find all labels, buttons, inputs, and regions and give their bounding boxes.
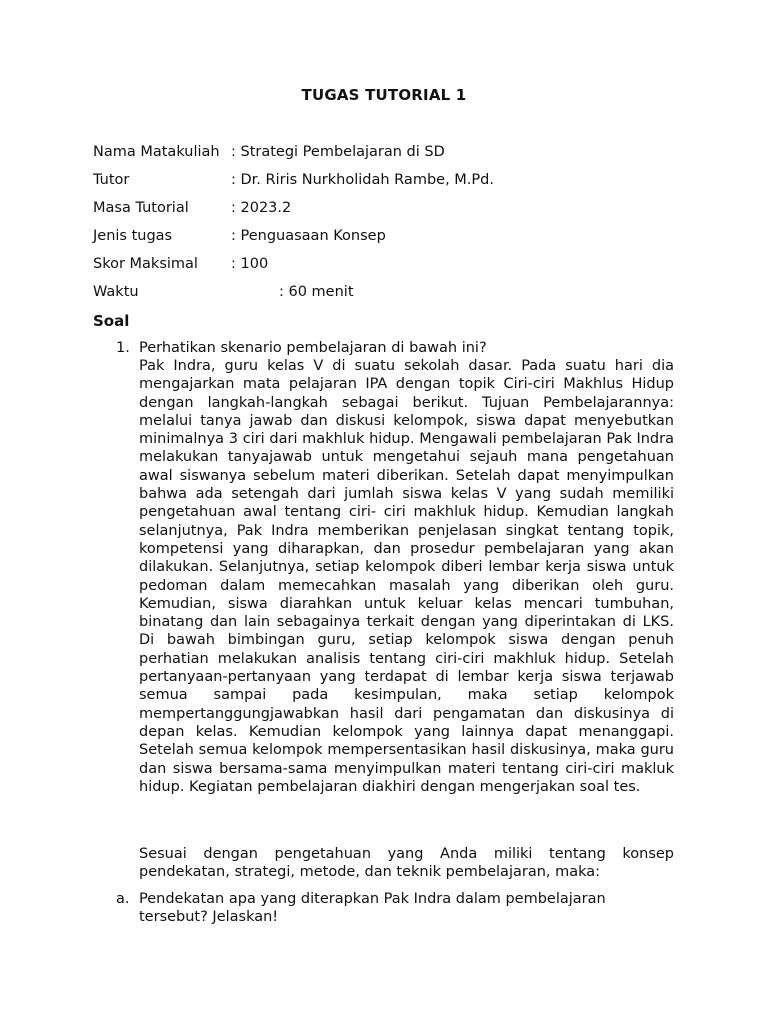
meta-label: Masa Tutorial — [93, 200, 189, 216]
document-title: TUGAS TUTORIAL 1 — [301, 86, 467, 104]
section-heading: Soal — [93, 312, 130, 330]
meta-label: Skor Maksimal — [93, 256, 198, 272]
question-scenario: Pak Indra, guru kelas V di suatu sekolah dasar. Pada suatu hari dia mengajarkan mata pelajaran IPA dengan topik Ciri-ciri Makhlus Hidup dengan langkah-langkah sebagai berikut. Tujuan Pembelajarannya: melalui tanya jawab dan diskusi kelompok, siswa dapat menyebutkan minimalnya 3 ciri dari makhluk hidup. Mengawali pembelajaran Pak Indra melakukan tanyajawab untuk mengetahui sejauh mana pengetahuan awal siswanya sebelum materi diberikan. Setelah dapat menyimpulkan bahwa ada setengah dari jumlah siswa kelas V yang sudah memiliki pengetahuan awal tentang ciri- ciri makhluk hidup. Kemudian langkah selanjutnya, Pak Indra memberikan penjelasan singkat tentang topik, kompetensi yang diharapkan, dan prosedur pembelajaran yang akan dilakukan. Selanjutnya, setiap kelompok diberi lembar kerja siswa untuk pedoman dalam memecahkan masalah yang diberikan oleh guru. Kemudian, siswa diarahkan untuk keluar kelas mencari tumbuhan, binatang dan lain sebagainya terkait dengan yang diperintakan di LKS. Di bawah bimbingan guru, setiap kelompok siswa dengan penuh perhatian melakukan analisis tentang ciri-ciri makhluk hidup. Setelah pertanyaan-pertanyaan yang terdapat di lembar kerja siswa terjawab semua sampai pada kesimpulan, maka setiap kelompok mempertanggungjawabkan hasil dari pengamatan dan diskusinya di depan kelas. Kemudian kelompok yang lainnya dapat menanggapi. Setelah semua kelompok mempersentasikan hasil diskusinya, maka guru dan siswa bersama-sama menyimpulkan materi tentang ciri-ciri makluk hidup. Kegiatan pembelajaran diakhiri dengan mengerjakan soal tes. — [139, 358, 674, 795]
sub-question-text: Pendekatan apa yang diterapkan Pak Indra dalam pembelajaran tersebut? Jelaskan! — [139, 891, 606, 926]
sub-question-marker: a. — [116, 891, 130, 907]
meta-value: : Penguasaan Konsep — [231, 226, 386, 246]
meta-value: : 100 — [231, 254, 268, 274]
question-intro: Perhatikan skenario pembelajaran di bawah ini? — [139, 340, 487, 356]
question-closing: Sesuai dengan pengetahuan yang Anda miliki tentang konsep pendekatan, strategi, metode, dan teknik pembelajaran, maka: — [139, 846, 674, 881]
meta-label: Jenis tugas — [93, 228, 173, 244]
meta-value: : 60 menit — [279, 282, 354, 302]
meta-value: : Strategi Pembelajaran di SD — [231, 142, 445, 162]
meta-label: Nama Matakuliah — [93, 144, 220, 160]
meta-label: Waktu — [93, 284, 139, 300]
meta-value: : 2023.2 — [231, 198, 291, 218]
meta-value: : Dr. Riris Nurkholidah Rambe, M.Pd. — [231, 170, 494, 190]
meta-label: Tutor — [93, 172, 130, 188]
question-number: 1. — [116, 340, 130, 356]
